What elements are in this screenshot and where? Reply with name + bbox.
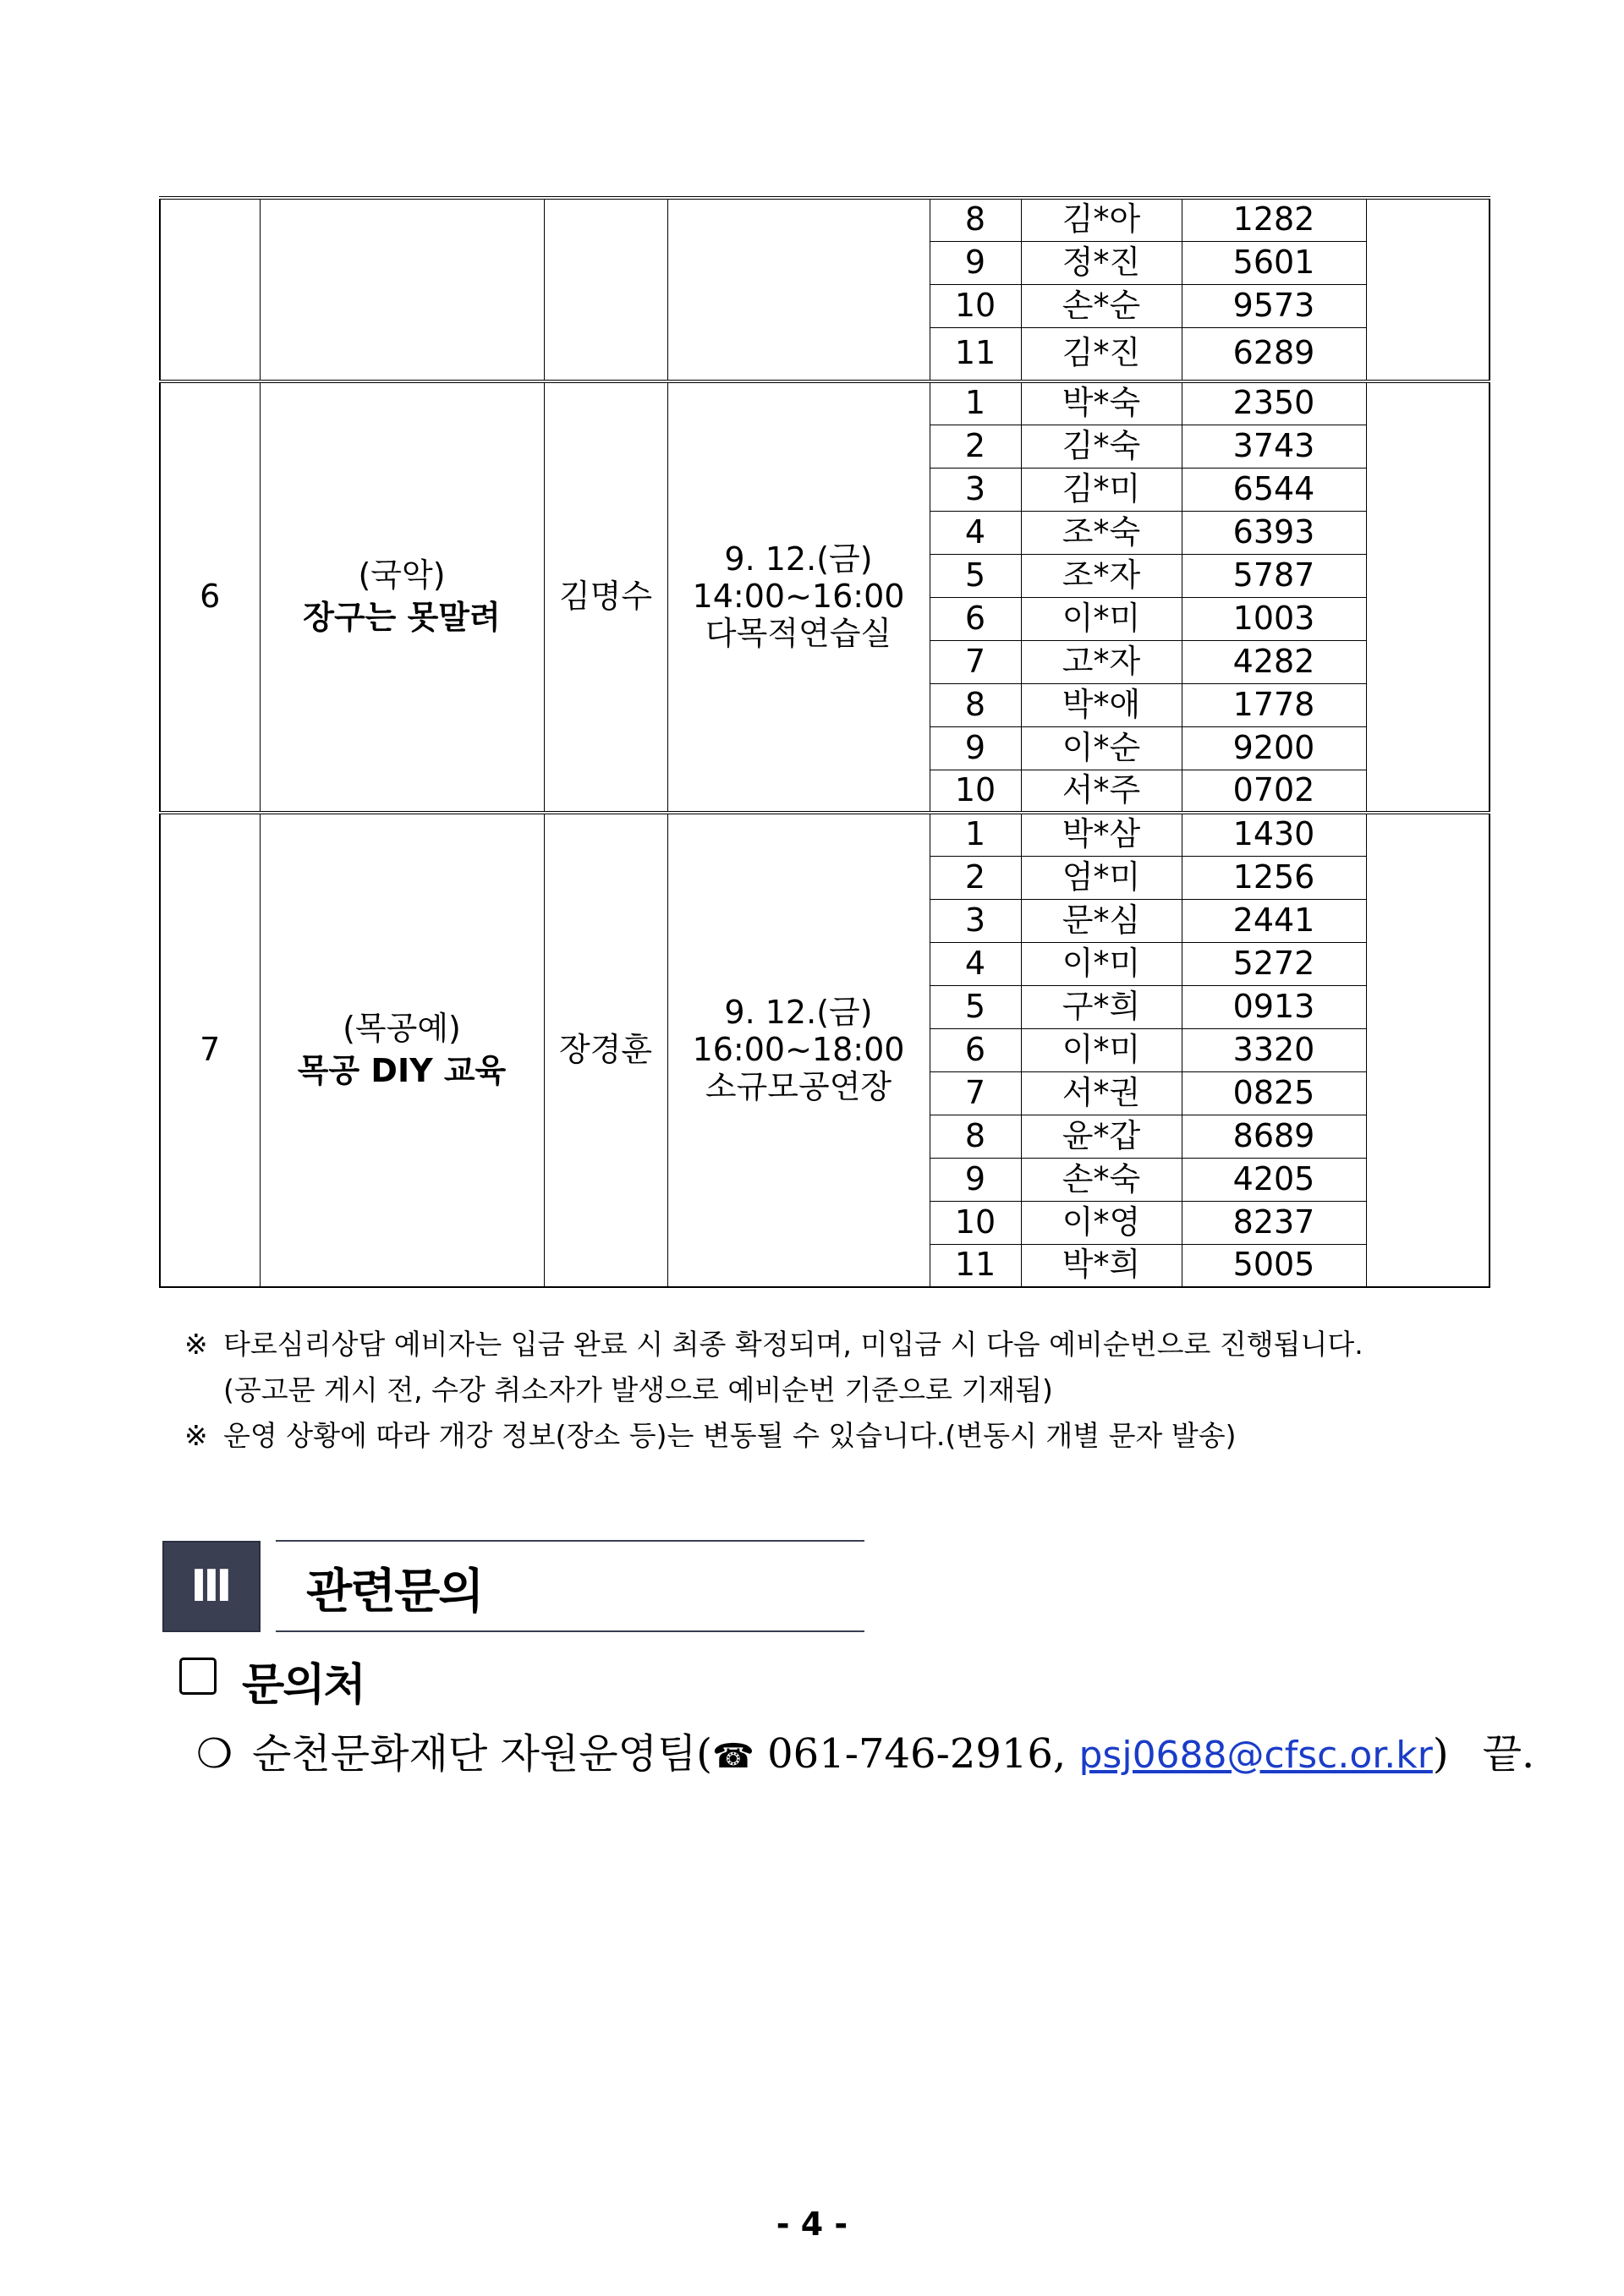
cell-name: 박*삼 xyxy=(1021,813,1182,856)
cell-instructor-empty xyxy=(544,198,667,381)
program-category: (목공예) xyxy=(343,1010,461,1048)
program-number: 6 xyxy=(160,381,260,813)
section-rule-top xyxy=(276,1540,864,1542)
cell-seq: 6 xyxy=(930,1028,1021,1071)
program-place: 소규모공연장 xyxy=(705,1067,892,1105)
cell-name: 손*숙 xyxy=(1021,1158,1182,1201)
checkbox-square-icon xyxy=(179,1658,217,1695)
cell-code: 5787 xyxy=(1182,554,1366,597)
cell-seq: 9 xyxy=(930,241,1021,284)
cell-seq: 3 xyxy=(930,899,1021,942)
cell-seq: 3 xyxy=(930,468,1021,511)
program-place: 다목적연습실 xyxy=(705,614,892,652)
cell-code: 9200 xyxy=(1182,726,1366,770)
section-title: 관련문의 xyxy=(306,1564,483,1619)
program-name-cell xyxy=(260,813,544,1287)
cell-code: 5601 xyxy=(1182,241,1366,284)
cell-name: 이*영 xyxy=(1021,1201,1182,1244)
cell-note-empty xyxy=(1366,198,1490,381)
contact-org: 순천문화재단 자원운영팀( xyxy=(252,1730,713,1778)
cell-code: 3320 xyxy=(1182,1028,1366,1071)
cell-seq: 8 xyxy=(930,683,1021,726)
cell-name: 조*숙 xyxy=(1021,511,1182,554)
cell-code: 6393 xyxy=(1182,511,1366,554)
cell-name: 이*미 xyxy=(1021,597,1182,640)
cell-name: 이*순 xyxy=(1021,726,1182,770)
cell-code: 0702 xyxy=(1182,770,1366,813)
cell-code: 9573 xyxy=(1182,284,1366,327)
program-number: 7 xyxy=(160,813,260,1287)
roster-table xyxy=(159,196,1490,1288)
cell-name: 문*심 xyxy=(1021,899,1182,942)
cell-name: 서*권 xyxy=(1021,1071,1182,1115)
cell-seq: 8 xyxy=(930,198,1021,241)
cell-name: 윤*갑 xyxy=(1021,1115,1182,1158)
program-schedule-cell xyxy=(667,381,930,813)
cell-code: 5272 xyxy=(1182,942,1366,985)
cell-seq: 7 xyxy=(930,1071,1021,1115)
cell-code: 2441 xyxy=(1182,899,1366,942)
cell-code: 4205 xyxy=(1182,1158,1366,1201)
cell-name: 김*아 xyxy=(1021,198,1182,241)
cell-seq: 2 xyxy=(930,856,1021,899)
table-row xyxy=(160,381,1490,425)
table-row xyxy=(160,813,1490,856)
cell-name: 박*애 xyxy=(1021,683,1182,726)
cell-code: 1256 xyxy=(1182,856,1366,899)
cell-seq: 2 xyxy=(930,425,1021,468)
end-mark: 끝. xyxy=(1482,1730,1535,1778)
cell-name: 김*진 xyxy=(1021,327,1182,381)
cell-note-empty xyxy=(1366,813,1490,1287)
cell-seq: 5 xyxy=(930,985,1021,1028)
cell-name: 박*숙 xyxy=(1021,381,1182,425)
page-number: - 4 - xyxy=(776,2206,848,2243)
cell-name: 이*미 xyxy=(1021,942,1182,985)
cell-seq: 11 xyxy=(930,1244,1021,1287)
cell-name: 엄*미 xyxy=(1021,856,1182,899)
program-instructor: 김명수 xyxy=(544,381,667,813)
cell-seq: 4 xyxy=(930,942,1021,985)
contact-phone: 061-746-2916, xyxy=(767,1730,1079,1778)
cell-name: 김*미 xyxy=(1021,468,1182,511)
program-date: 9. 12.(금) xyxy=(724,994,873,1032)
program-instructor: 장경훈 xyxy=(544,813,667,1287)
cell-no-empty xyxy=(160,198,260,381)
program-date: 9. 12.(금) xyxy=(724,540,873,578)
cell-code: 3743 xyxy=(1182,425,1366,468)
program-title: 장구는 못말려 xyxy=(303,599,501,636)
cell-code: 6289 xyxy=(1182,327,1366,381)
contact-email-link[interactable]: psj0688@cfsc.or.kr xyxy=(1078,1734,1433,1777)
cell-code: 1282 xyxy=(1182,198,1366,241)
note-1: ※ 타로심리상담 예비자는 입금 완료 시 최종 확정되며, 미입금 시 다음 예비순번으로 진행됩니다. xyxy=(184,1328,1363,1361)
note-2: ※ 운영 상황에 따라 개강 정보(장소 등)는 변동될 수 있습니다.(변동시 개별 문자 발송) xyxy=(184,1419,1237,1452)
cell-code: 2350 xyxy=(1182,381,1366,425)
cell-seq: 7 xyxy=(930,640,1021,683)
cell-name: 박*희 xyxy=(1021,1244,1182,1287)
cell-name: 이*미 xyxy=(1021,1028,1182,1071)
cell-code: 0913 xyxy=(1182,985,1366,1028)
cell-seq: 4 xyxy=(930,511,1021,554)
cell-seq: 5 xyxy=(930,554,1021,597)
cell-name: 정*진 xyxy=(1021,241,1182,284)
cell-seq: 10 xyxy=(930,284,1021,327)
inquiry-heading: 문의처 xyxy=(242,1660,365,1711)
program-schedule-cell xyxy=(667,813,930,1287)
cell-code: 4282 xyxy=(1182,640,1366,683)
cell-code: 1430 xyxy=(1182,813,1366,856)
cell-code: 5005 xyxy=(1182,1244,1366,1287)
program-time: 16:00~18:00 xyxy=(692,1031,905,1069)
phone-icon: ☎ xyxy=(712,1737,754,1776)
program-category: (국악) xyxy=(358,556,446,595)
note-1-sub: (공고문 게시 전, 수강 취소자가 발생으로 예비순번 기준으로 기재됨) xyxy=(223,1373,1053,1406)
cell-code: 8689 xyxy=(1182,1115,1366,1158)
program-name-cell xyxy=(260,381,544,813)
section-rule-bottom xyxy=(276,1630,864,1632)
cell-name: 조*자 xyxy=(1021,554,1182,597)
program-title: 목공 DIY 교육 xyxy=(297,1052,507,1089)
cell-seq: 6 xyxy=(930,597,1021,640)
cell-name: 고*자 xyxy=(1021,640,1182,683)
contact-line xyxy=(196,1721,1534,1779)
circle-bullet-icon: ❍ xyxy=(196,1730,233,1778)
program-time: 14:00~16:00 xyxy=(692,578,905,616)
section-numeral-badge: Ⅲ xyxy=(162,1541,261,1632)
cell-seq: 9 xyxy=(930,1158,1021,1201)
cell-seq: 1 xyxy=(930,381,1021,425)
cell-name: 손*순 xyxy=(1021,284,1182,327)
cell-note-empty xyxy=(1366,381,1490,813)
reference-mark: ※ xyxy=(184,1419,208,1452)
cell-name: 서*주 xyxy=(1021,770,1182,813)
cell-program-empty xyxy=(260,198,544,381)
cell-seq: 10 xyxy=(930,770,1021,813)
cell-code: 0825 xyxy=(1182,1071,1366,1115)
cell-seq: 9 xyxy=(930,726,1021,770)
cell-code: 1778 xyxy=(1182,683,1366,726)
cell-seq: 10 xyxy=(930,1201,1021,1244)
cell-schedule-empty xyxy=(667,198,930,381)
cell-name: 구*희 xyxy=(1021,985,1182,1028)
cell-name: 김*숙 xyxy=(1021,425,1182,468)
reference-mark: ※ xyxy=(184,1328,208,1361)
cell-code: 6544 xyxy=(1182,468,1366,511)
cell-seq: 8 xyxy=(930,1115,1021,1158)
cell-seq: 1 xyxy=(930,813,1021,856)
cell-seq: 11 xyxy=(930,327,1021,381)
cell-code: 1003 xyxy=(1182,597,1366,640)
contact-close-paren: ) xyxy=(1432,1730,1449,1778)
table-row xyxy=(160,198,1490,241)
cell-code: 8237 xyxy=(1182,1201,1366,1244)
